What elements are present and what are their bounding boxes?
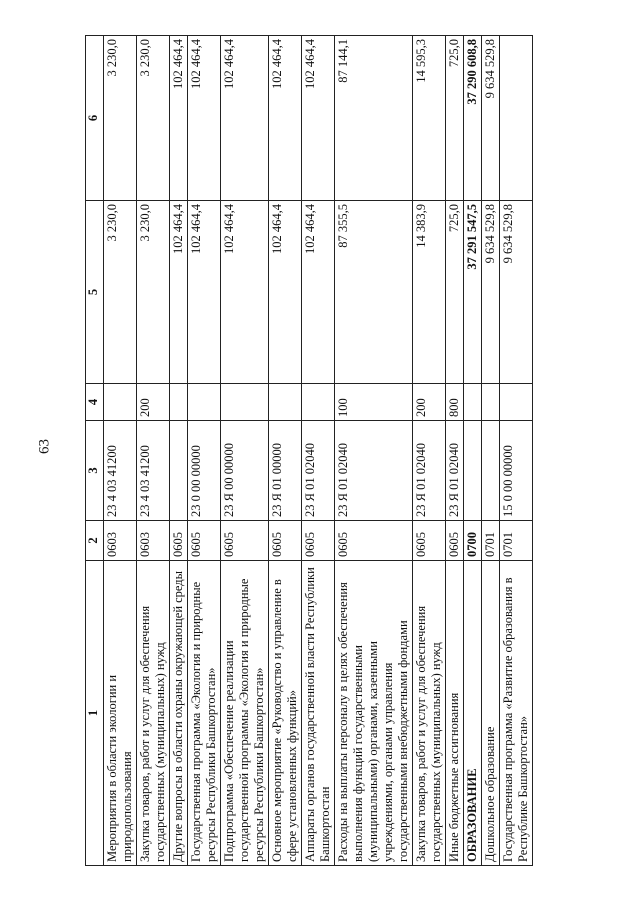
cell-col-3: 23 Я 00 00000: [221, 421, 269, 521]
cell-col-2: 0603: [137, 521, 170, 561]
cell-col-2: 0605: [170, 521, 188, 561]
cell-col-5: 87 355,5: [335, 201, 413, 384]
cell-col-5: 9 634 529,8: [500, 201, 533, 384]
cell-col-4: [302, 384, 335, 421]
table-row: [500, 36, 533, 866]
cell-col-3: 23 Я 01 00000: [269, 421, 302, 521]
cell-col-4: [464, 384, 482, 421]
cell-col-6: 102 464,4: [221, 36, 269, 201]
cell-col-5: 3 230,0: [137, 201, 170, 384]
cell-col-6: 9 634 529,8: [482, 36, 500, 201]
cell-col-6: 102 464,4: [269, 36, 302, 201]
cell-col-5: 102 464,4: [221, 201, 269, 384]
cell-col-6: 14 595,3: [413, 36, 446, 201]
table-row: [335, 36, 413, 866]
cell-col-3: 23 Я 01 02040: [446, 421, 464, 521]
table-row: [482, 36, 500, 866]
cell-col-3: 23 Я 01 02040: [335, 421, 413, 521]
cell-col-1: Иные бюджетные ассигнования: [446, 561, 464, 866]
cell-col-2: 0603: [104, 521, 137, 561]
rotated-table-container: [85, 36, 560, 866]
header-row: [86, 36, 104, 866]
cell-col-3: [464, 421, 482, 521]
cell-col-1: Другие вопросы в области охраны окружающей среды: [170, 561, 188, 866]
cell-col-2: 0605: [269, 521, 302, 561]
cell-col-4: [221, 384, 269, 421]
cell-col-3: 23 0 00 00000: [188, 421, 221, 521]
cell-col-1: Подпрограмма «Обеспечение реализации государственной программы «Экология и природные ресурсы Республики Башкортостан»: [221, 561, 269, 866]
cell-col-6: [500, 36, 533, 201]
cell-col-4: 800: [446, 384, 464, 421]
cell-col-2: 0605: [446, 521, 464, 561]
cell-col-4: [188, 384, 221, 421]
cell-col-6: 102 464,4: [302, 36, 335, 201]
header-col-2: 2: [86, 521, 104, 561]
cell-col-3: 23 Я 01 02040: [413, 421, 446, 521]
cell-col-1: Дошкольное образование: [482, 561, 500, 866]
table-row: [104, 36, 137, 866]
cell-col-2: 0605: [413, 521, 446, 561]
cell-col-1: Основное мероприятие «Руководство и управление в сфере установленных функций»: [269, 561, 302, 866]
cell-col-5: 102 464,4: [188, 201, 221, 384]
cell-col-1: ОБРАЗОВАНИЕ: [464, 561, 482, 866]
cell-col-4: 200: [413, 384, 446, 421]
cell-col-3: 23 4 03 41200: [137, 421, 170, 521]
table-row: [221, 36, 269, 866]
budget-table: [85, 35, 533, 866]
cell-col-4: 100: [335, 384, 413, 421]
cell-col-2: 0701: [500, 521, 533, 561]
table-row: [464, 36, 482, 866]
cell-col-5: 102 464,4: [269, 201, 302, 384]
cell-col-3: [482, 421, 500, 521]
cell-col-4: [500, 384, 533, 421]
cell-col-5: 37 291 547,5: [464, 201, 482, 384]
table-row: [137, 36, 170, 866]
cell-col-3: [170, 421, 188, 521]
page-number: 63: [36, 439, 53, 454]
cell-col-1: Расходы на выплаты персоналу в целях обеспечения выполнения функций государственными (муниципальными) органами, казенными учреждениями, органами управления государственными внебюджетными фондами: [335, 561, 413, 866]
table-row: [446, 36, 464, 866]
cell-col-3: 23 Я 01 02040: [302, 421, 335, 521]
cell-col-4: [269, 384, 302, 421]
header-col-3: 3: [86, 421, 104, 521]
cell-col-4: [104, 384, 137, 421]
table-row: [269, 36, 302, 866]
cell-col-5: 102 464,4: [170, 201, 188, 384]
cell-col-6: 87 144,1: [335, 36, 413, 201]
cell-col-1: Мероприятия в области экологии и природопользования: [104, 561, 137, 866]
header-col-1: 1: [86, 561, 104, 866]
cell-col-2: 0605: [221, 521, 269, 561]
table-row: [302, 36, 335, 866]
cell-col-2: 0605: [335, 521, 413, 561]
cell-col-4: [170, 384, 188, 421]
cell-col-5: 14 383,9: [413, 201, 446, 384]
cell-col-3: 23 4 03 41200: [104, 421, 137, 521]
cell-col-2: 0605: [188, 521, 221, 561]
cell-col-3: 15 0 00 00000: [500, 421, 533, 521]
table-row: [413, 36, 446, 866]
cell-col-2: 0605: [302, 521, 335, 561]
cell-col-1: Закупка товаров, работ и услуг для обеспечения государственных (муниципальных) нужд: [413, 561, 446, 866]
cell-col-6: 725,0: [446, 36, 464, 201]
cell-col-1: Государственная программа «Развитие образования в Республике Башкортостан»: [500, 561, 533, 866]
header-col-4: 4: [86, 384, 104, 421]
cell-col-4: 200: [137, 384, 170, 421]
cell-col-2: 0701: [482, 521, 500, 561]
cell-col-6: 3 230,0: [137, 36, 170, 201]
table-row: [188, 36, 221, 866]
cell-col-5: 9 634 529,8: [482, 201, 500, 384]
cell-col-4: [482, 384, 500, 421]
cell-col-5: 102 464,4: [302, 201, 335, 384]
cell-col-5: 725,0: [446, 201, 464, 384]
header-col-5: 5: [86, 201, 104, 384]
cell-col-1: Государственная программа «Экология и природные ресурсы Республики Башкортостан»: [188, 561, 221, 866]
cell-col-6: 3 230,0: [104, 36, 137, 201]
cell-col-6: 37 290 608,8: [464, 36, 482, 201]
cell-col-1: Аппараты органов государственной власти Республики Башкортостан: [302, 561, 335, 866]
cell-col-6: 102 464,4: [170, 36, 188, 201]
cell-col-5: 3 230,0: [104, 201, 137, 384]
table-row: [170, 36, 188, 866]
cell-col-1: Закупка товаров, работ и услуг для обеспечения государственных (муниципальных) нужд: [137, 561, 170, 866]
cell-col-2: 0700: [464, 521, 482, 561]
cell-col-6: 102 464,4: [188, 36, 221, 201]
header-col-6: 6: [86, 36, 104, 201]
